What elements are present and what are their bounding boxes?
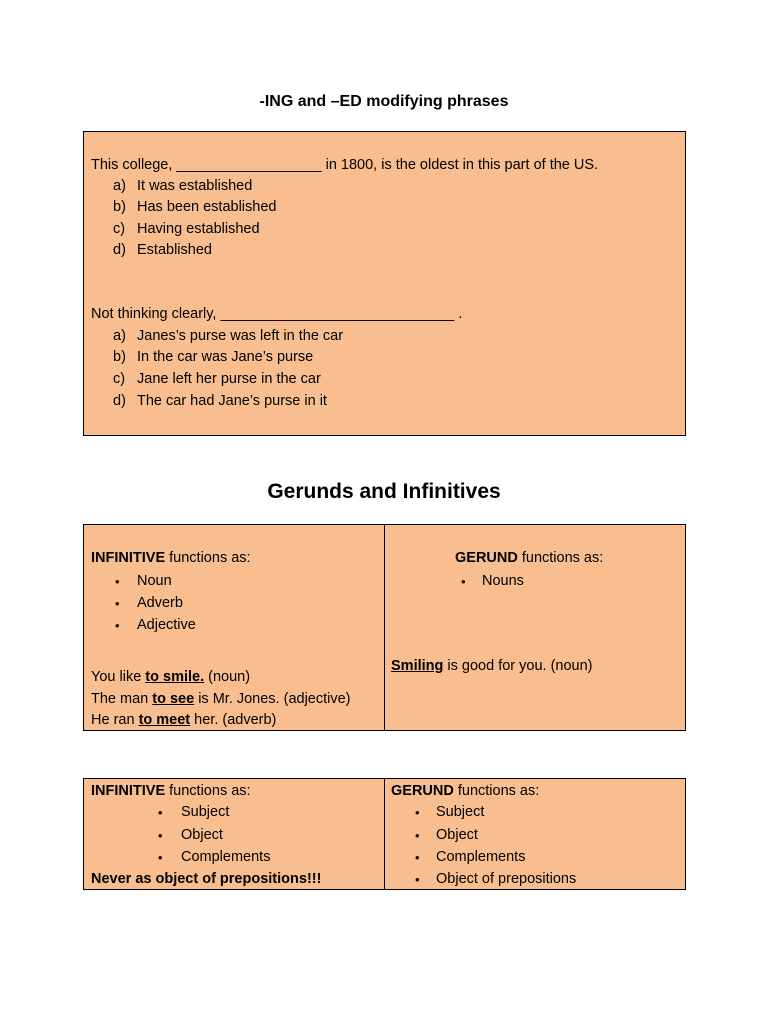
option-letter: c) bbox=[113, 221, 126, 237]
bullet-icon: • bbox=[115, 596, 120, 611]
option-text: Having established bbox=[137, 221, 260, 237]
list-item: Nouns bbox=[482, 573, 524, 589]
bullet-icon: • bbox=[158, 828, 163, 843]
list-item: Noun bbox=[137, 573, 172, 589]
option-letter: d) bbox=[113, 393, 126, 409]
list-item: Adjective bbox=[137, 617, 196, 633]
option-letter: b) bbox=[113, 199, 126, 215]
section-title-modifying-phrases: -ING and –ED modifying phrases bbox=[259, 93, 509, 110]
example-sentence: He ran to meet her. (adverb) bbox=[91, 712, 277, 728]
list-item: Subject bbox=[181, 804, 230, 820]
bullet-icon: • bbox=[415, 828, 420, 843]
option-letter: a) bbox=[113, 178, 126, 194]
question-1-prompt: This college, __________________ in 1800, is the oldest in this part of the US. bbox=[91, 157, 599, 173]
option-letter: c) bbox=[113, 371, 126, 387]
option-text: Janes’s purse was left in the car bbox=[137, 328, 344, 344]
gerund-heading: GERUND functions as: bbox=[455, 550, 604, 566]
section-title-gerunds-infinitives: Gerunds and Infinitives bbox=[267, 480, 501, 503]
option-text: The car had Jane’s purse in it bbox=[137, 393, 327, 409]
bullet-icon: • bbox=[415, 805, 420, 820]
bullet-icon: • bbox=[461, 574, 466, 589]
option-letter: d) bbox=[113, 242, 126, 258]
infinitive-heading: INFINITIVE functions as: bbox=[91, 550, 251, 566]
option-letter: b) bbox=[113, 349, 126, 365]
example-sentence: The man to see is Mr. Jones. (adjective) bbox=[91, 691, 351, 707]
option-text: Has been established bbox=[137, 199, 277, 215]
gerund-heading: GERUND functions as: bbox=[391, 783, 540, 799]
infinitive-heading: INFINITIVE functions as: bbox=[91, 783, 251, 799]
option-text: Jane left her purse in the car bbox=[137, 371, 321, 387]
option-letter: a) bbox=[113, 328, 126, 344]
list-item: Object bbox=[181, 827, 223, 843]
bullet-icon: • bbox=[415, 872, 420, 887]
functions-table-1 bbox=[83, 524, 686, 731]
bullet-icon: • bbox=[115, 574, 120, 589]
example-sentence: You like to smile. (noun) bbox=[91, 669, 251, 685]
list-item: Complements bbox=[181, 849, 271, 865]
bullet-icon: • bbox=[115, 618, 120, 633]
infinitive-footer-note: Never as object of prepositions!!! bbox=[91, 871, 322, 887]
question-2-prompt: Not thinking clearly, _____________________________ . bbox=[91, 306, 463, 322]
option-text: In the car was Jane’s purse bbox=[137, 349, 314, 365]
option-text: Established bbox=[137, 242, 212, 258]
modifying-phrases-box bbox=[83, 131, 686, 436]
example-sentence: Smiling is good for you. (noun) bbox=[391, 658, 593, 674]
table-divider bbox=[384, 525, 385, 730]
bullet-icon: • bbox=[415, 850, 420, 865]
table-divider bbox=[384, 779, 385, 889]
bullet-icon: • bbox=[158, 805, 163, 820]
list-item: Object bbox=[436, 827, 478, 843]
functions-table-2 bbox=[83, 778, 686, 890]
list-item: Adverb bbox=[137, 595, 183, 611]
option-text: It was established bbox=[137, 178, 253, 194]
bullet-icon: • bbox=[158, 850, 163, 865]
list-item: Subject bbox=[436, 804, 485, 820]
list-item: Complements bbox=[436, 849, 526, 865]
list-item: Object of prepositions bbox=[436, 871, 577, 887]
